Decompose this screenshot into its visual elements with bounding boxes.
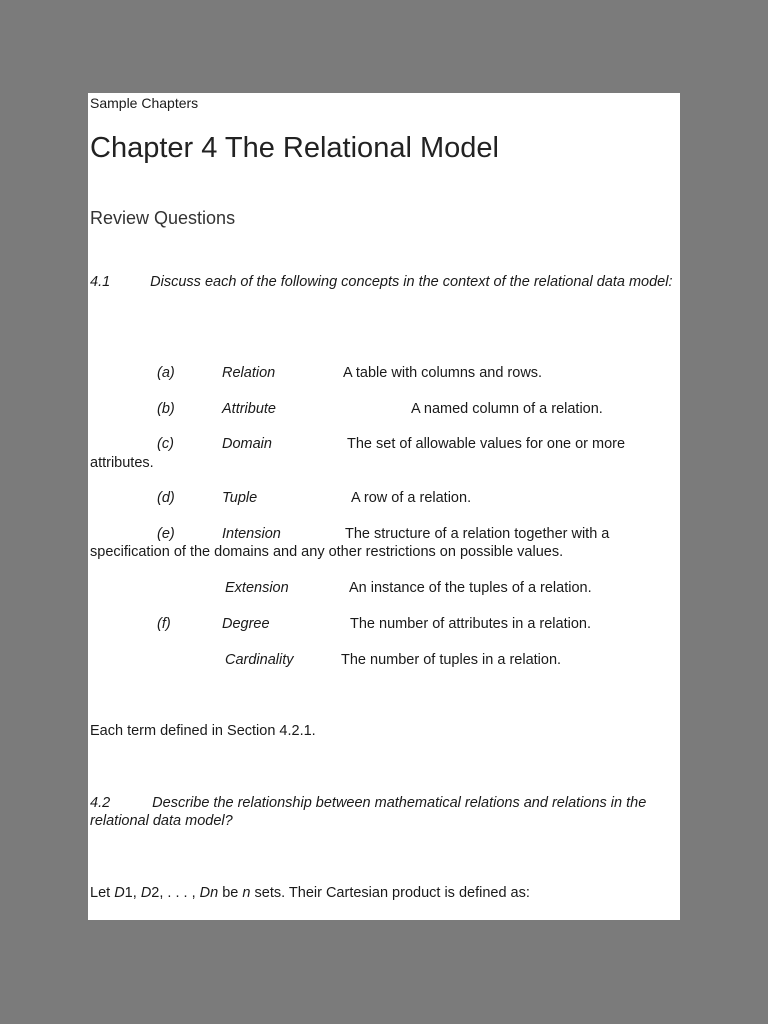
question-number: 4.1 xyxy=(90,274,111,290)
term-name: Relation xyxy=(222,365,276,381)
term-letter: (e) xyxy=(157,526,175,542)
cartesian-product-intro: Let D1, D2, . . . , Dn be n sets. Their Cartesian product is defined as: xyxy=(90,885,530,901)
question-number: 4.2 xyxy=(90,795,111,811)
term-name: Degree xyxy=(222,616,270,632)
term-letter: (d) xyxy=(157,490,175,506)
term-name: Intension xyxy=(222,526,281,542)
question-text: Describe the relationship between mathematical relations and relations in the relational data model? xyxy=(90,795,647,829)
question-4-2 xyxy=(90,794,678,830)
question-4-1 xyxy=(90,273,678,291)
term-definition: A table with columns and rows. xyxy=(343,365,543,381)
term-name: Tuple xyxy=(222,490,258,506)
term-definition: The structure of a relation together with a xyxy=(345,526,610,542)
chapter-title: Chapter 4 The Relational Model xyxy=(90,132,499,164)
running-head: Sample Chapters xyxy=(90,95,199,111)
term-definition: The set of allowable values for one or more xyxy=(347,436,626,452)
section-reference-note: Each term defined in Section 4.2.1. xyxy=(90,723,316,739)
term-letter: (f) xyxy=(157,616,171,632)
term-definition: An instance of the tuples of a relation. xyxy=(349,580,592,596)
document-page xyxy=(88,93,680,920)
term-definition: The number of tuples in a relation. xyxy=(341,652,562,668)
term-letter: (c) xyxy=(157,436,174,452)
term-name: Domain xyxy=(222,436,272,452)
term-definition-continuation: attributes. xyxy=(90,455,154,471)
term-name: Extension xyxy=(225,580,289,596)
section-title: Review Questions xyxy=(90,208,236,228)
term-name: Attribute xyxy=(222,401,276,417)
term-name: Cardinality xyxy=(225,652,294,668)
term-letter: (b) xyxy=(157,401,175,417)
term-definition-continuation: specification of the domains and any other restrictions on possible values. xyxy=(90,544,564,560)
term-definition: A row of a relation. xyxy=(351,490,472,506)
term-definition: The number of attributes in a relation. xyxy=(350,616,591,632)
term-definition: A named column of a relation. xyxy=(411,401,603,417)
question-text: Discuss each of the following concepts in the context of the relational data model: xyxy=(150,274,673,290)
term-letter: (a) xyxy=(157,365,175,381)
